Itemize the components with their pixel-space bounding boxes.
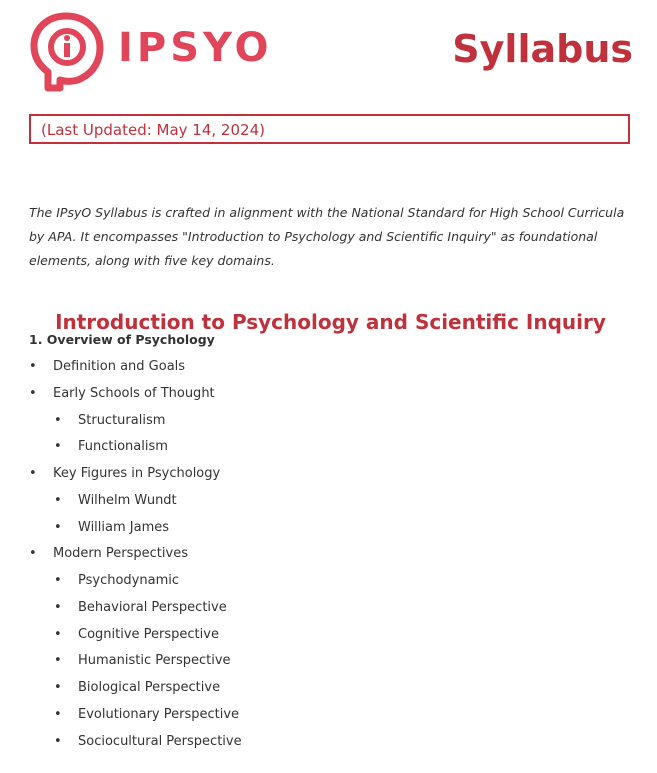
list-item-text: Sociocultural Perspective <box>78 733 242 749</box>
list-item-text: Psychodynamic <box>78 573 179 588</box>
list-item <box>29 678 629 705</box>
list-item-text: Modern Perspectives <box>53 546 188 562</box>
list-item <box>29 598 629 625</box>
list-item-text: Functionalism <box>78 439 168 455</box>
bullet-icon: • <box>54 492 62 508</box>
head-profile-icon <box>26 10 106 94</box>
intro-paragraph: The IPsyO Syllabus is crafted in alignment with the National Standard for High School Curricula by APA. It encompasses "Introduction to Psychology and Scientific Inquiry" as foundational elements, along with five key domains. <box>29 204 625 268</box>
list-item <box>29 651 629 678</box>
list-item-text: Wilhelm Wundt <box>78 492 177 508</box>
list-item <box>29 732 629 759</box>
bullet-icon: • <box>29 359 37 374</box>
bullet-icon: • <box>54 733 62 749</box>
list-item <box>29 625 629 652</box>
bullet-icon: • <box>54 412 62 428</box>
bullet-icon: • <box>54 626 62 642</box>
page-title: Syllabus <box>452 27 633 71</box>
list-item-text: Biological Perspective <box>78 680 221 695</box>
list-item <box>29 357 629 384</box>
subsection-heading: 1. Overview of Psychology <box>29 332 215 347</box>
list-item <box>29 464 629 491</box>
bullet-icon: • <box>29 466 37 481</box>
bullet-icon: • <box>29 546 37 562</box>
bullet-icon: • <box>54 706 62 722</box>
outline-list <box>29 357 629 758</box>
list-item-text: Early Schools of Thought <box>53 385 215 401</box>
bullet-icon: • <box>54 573 62 588</box>
bullet-icon: • <box>54 653 62 669</box>
list-item-text: Humanistic Perspective <box>78 653 231 669</box>
list-item-text: Definition and Goals <box>53 359 186 374</box>
last-updated-banner <box>29 114 630 144</box>
list-item-text: William James <box>78 519 170 535</box>
list-item <box>29 518 629 545</box>
bullet-icon: • <box>29 385 37 401</box>
list-item <box>29 491 629 518</box>
list-item <box>29 437 629 464</box>
list-item <box>29 571 629 598</box>
list-item <box>29 705 629 732</box>
last-updated-text: (Last Updated: May 14, 2024) <box>41 121 265 139</box>
list-item-text: Cognitive Perspective <box>78 626 219 642</box>
list-item-text: Evolutionary Perspective <box>78 706 240 722</box>
bullet-icon: • <box>54 519 62 535</box>
list-item <box>29 384 629 411</box>
list-item-text: Behavioral Perspective <box>78 599 227 615</box>
bullet-icon: • <box>54 439 62 455</box>
logo-text: IPSYO <box>118 25 273 71</box>
list-item-text: Key Figures in Psychology <box>53 466 221 481</box>
list-item <box>29 544 629 571</box>
bullet-icon: • <box>54 599 62 615</box>
section-title: Introduction to Psychology and Scientific Inquiry <box>55 309 606 334</box>
list-item-text: Structuralism <box>78 412 166 428</box>
bullet-icon: • <box>54 680 62 695</box>
list-item <box>29 411 629 438</box>
page-header <box>0 0 657 100</box>
